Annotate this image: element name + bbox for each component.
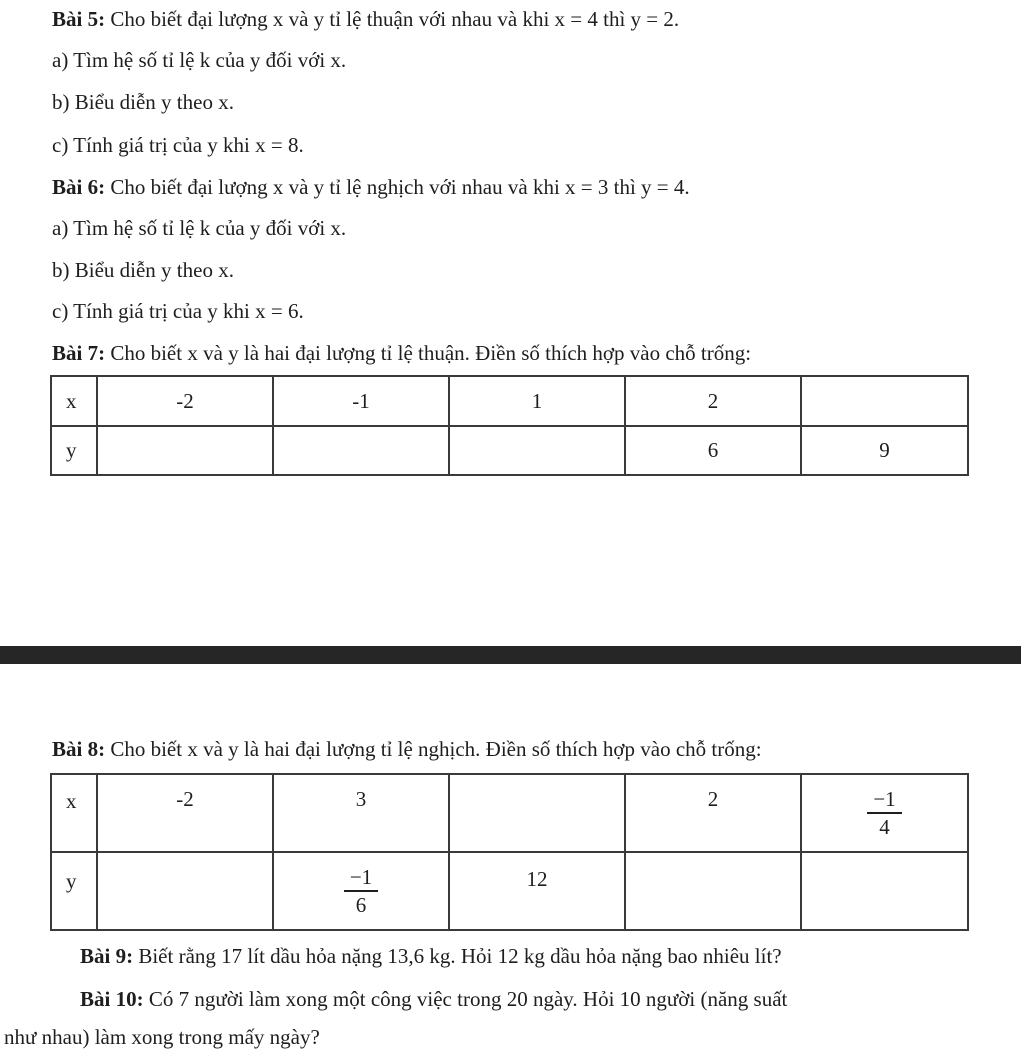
bai8-y-cell [801, 852, 968, 930]
bai9-title: Bài 9: [80, 944, 134, 968]
bai10-statement: Bài 10: Có 7 người làm xong một công việc trong 20 ngày. Hỏi 10 người (năng suất [80, 987, 788, 1011]
bai8-x-label: x [51, 774, 97, 852]
bai8-x-cell: 3 [273, 774, 449, 852]
bai8-x-cell-fraction [801, 774, 968, 852]
bai5-part-a: a) Tìm hệ số tỉ lệ k của y đối với x. [52, 48, 347, 72]
bai7-y-cell: 9 [801, 426, 968, 475]
bai8-y-cell [625, 852, 801, 930]
bai10-title: Bài 10: [80, 987, 144, 1011]
fraction [344, 864, 378, 918]
bai7-statement: Bài 7: Cho biết x và y là hai đại lượng tỉ lệ thuận. Điền số thích hợp vào chỗ trống: [52, 341, 752, 365]
bai8-table [50, 773, 969, 931]
bai8-statement: Bài 8: Cho biết x và y là hai đại lượng tỉ lệ nghịch. Điền số thích hợp vào chỗ trống: [52, 737, 762, 761]
bai6-part-c: c) Tính giá trị của y khi x = 6. [52, 299, 304, 323]
bai7-table [50, 375, 969, 476]
fraction-denominator: 4 [879, 815, 890, 839]
bai6-statement: Bài 6: Cho biết đại lượng x và y tỉ lệ nghịch với nhau và khi x = 3 thì y = 4. [52, 175, 690, 199]
bai6-title: Bài 6: [52, 175, 106, 199]
bai8-y-cell: 12 [449, 852, 625, 930]
page-divider [0, 646, 1021, 664]
bai10-statement-cont: như nhau) làm xong trong mấy ngày? [4, 1025, 320, 1049]
bai7-x-cell: 2 [625, 376, 801, 426]
bai7-title: Bài 7: [52, 341, 106, 365]
bai7-row-y [51, 426, 968, 475]
bai7-y-cell: 6 [625, 426, 801, 475]
fraction [867, 786, 901, 840]
bai8-y-cell-fraction [273, 852, 449, 930]
bai7-x-cell: -2 [97, 376, 273, 426]
bai8-y-cell [97, 852, 273, 930]
fraction-denominator: 6 [355, 893, 367, 917]
bai7-x-cell: 1 [449, 376, 625, 426]
bai7-y-cell [97, 426, 273, 475]
bai8-row-x [51, 774, 968, 852]
bai7-x-label: x [51, 376, 97, 426]
bai6-part-b: b) Biểu diễn y theo x. [52, 258, 234, 282]
bai7-y-cell [449, 426, 625, 475]
bai8-x-cell [449, 774, 625, 852]
bai5-statement: Bài 5: Cho biết đại lượng x và y tỉ lệ thuận với nhau và khi x = 4 thì y = 2. [52, 7, 680, 31]
bai8-x-cell: 2 [625, 774, 801, 852]
bai7-x-cell: -1 [273, 376, 449, 426]
bai9-statement: Bài 9: Biết rằng 17 lít dầu hỏa nặng 13,6 kg. Hỏi 12 kg dầu hỏa nặng bao nhiêu lít? [80, 944, 782, 968]
bai6-part-a: a) Tìm hệ số tỉ lệ k của y đối với x. [52, 216, 347, 240]
bai5-part-c: c) Tính giá trị của y khi x = 8. [52, 133, 304, 157]
bai5-title: Bài 5: [52, 7, 106, 31]
fraction-numerator: −1 [867, 786, 901, 814]
bai7-x-cell [801, 376, 968, 426]
bai8-x-cell: -2 [97, 774, 273, 852]
bai5-part-b: b) Biểu diễn y theo x. [52, 90, 234, 114]
bai8-y-label: y [51, 852, 97, 930]
bai7-y-label: y [51, 426, 97, 475]
bai8-title: Bài 8: [52, 737, 106, 761]
bai7-row-x [51, 376, 968, 426]
bai8-row-y [51, 852, 968, 930]
fraction-numerator: −1 [344, 864, 378, 892]
bai7-y-cell [273, 426, 449, 475]
